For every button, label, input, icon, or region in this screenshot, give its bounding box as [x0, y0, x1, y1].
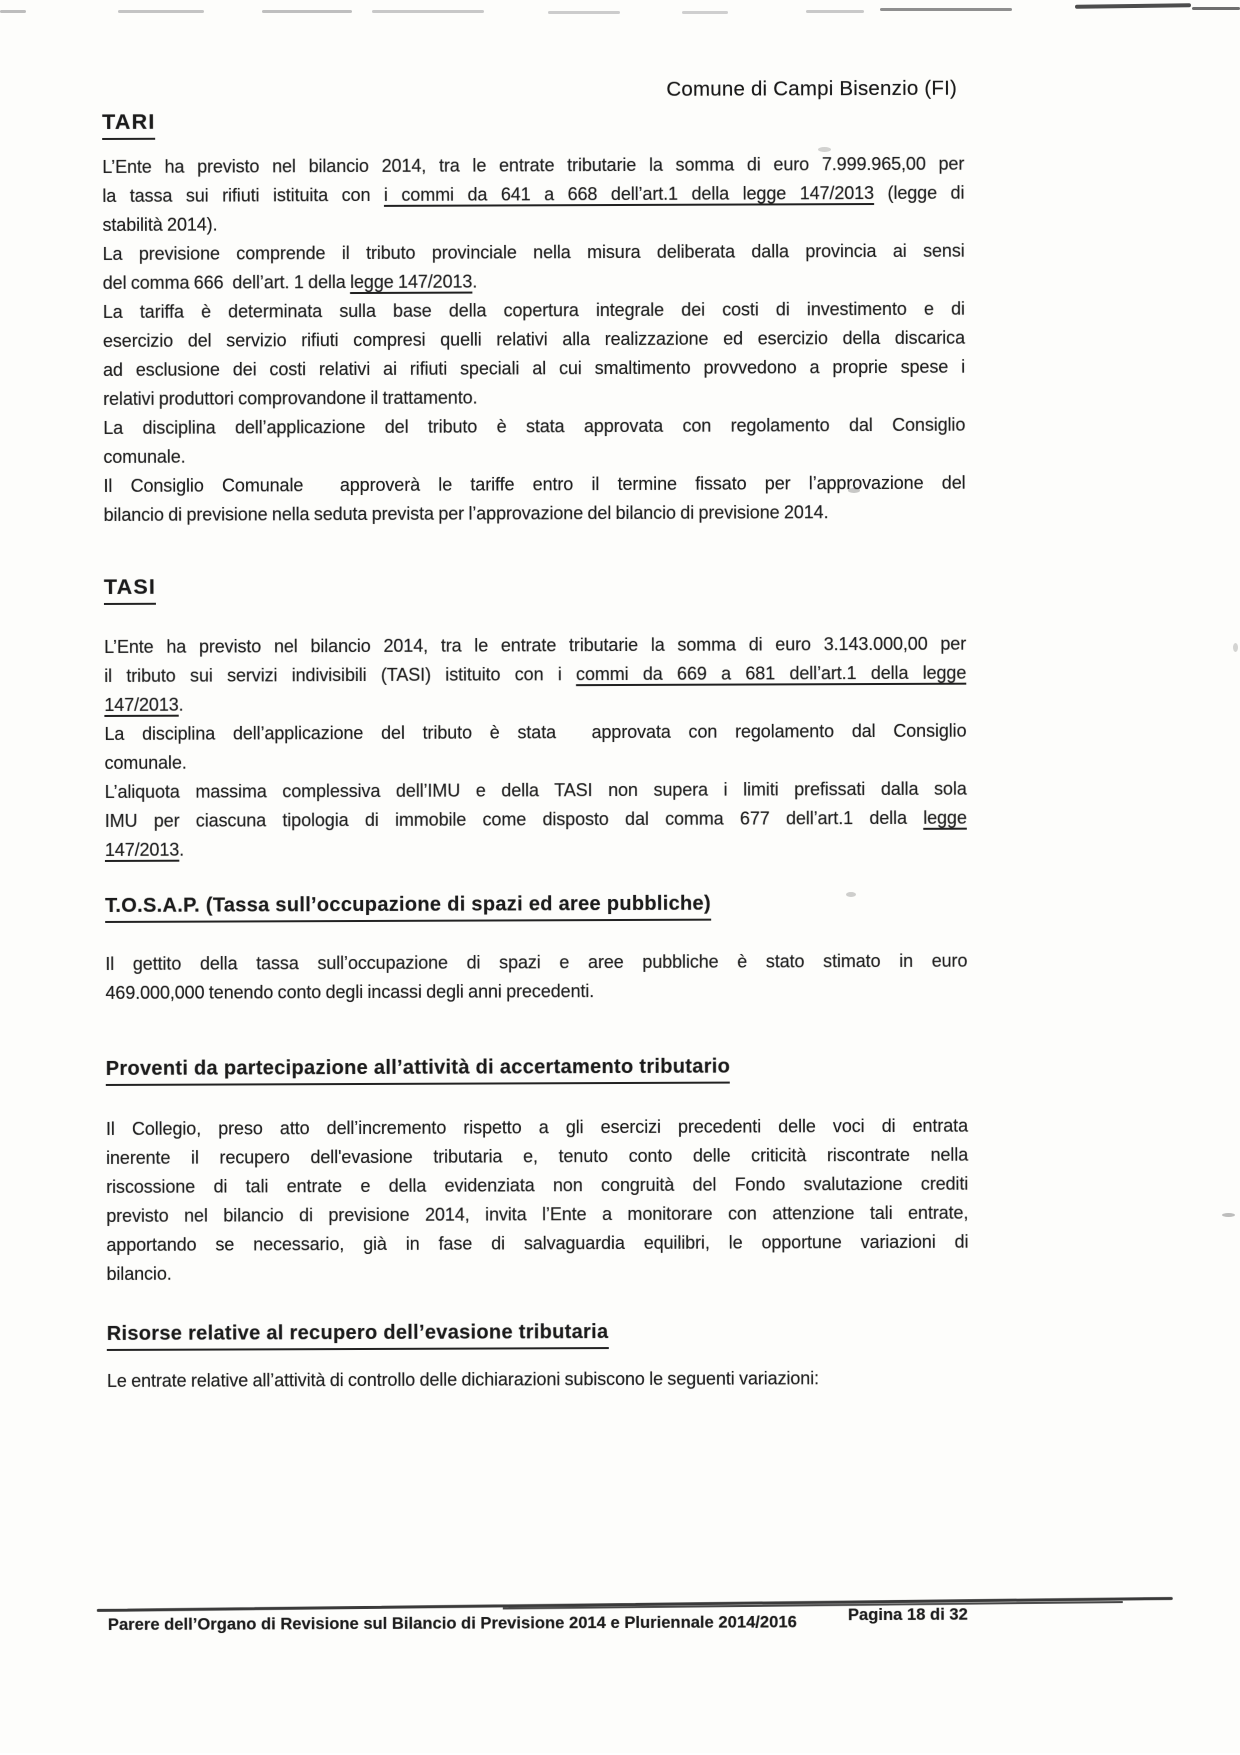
text-line [103, 353, 965, 385]
text-line [107, 1364, 969, 1396]
paragraph [105, 947, 967, 1008]
section-heading: T.O.S.A.P. (Tassa sull’occupazione di spazi ed aree pubbliche) [105, 893, 711, 923]
paragraph [107, 1364, 969, 1396]
text-line [105, 976, 967, 1008]
text-run: L’Ente ha previsto nel bilancio 2014, tra le entrate tributarie la somma di euro 7.999.965,00 per [102, 153, 965, 177]
section-tari [102, 107, 966, 530]
section-heading: TARI [102, 110, 155, 140]
section-body [106, 1112, 969, 1289]
text-line [106, 1141, 968, 1173]
footer-rule [97, 1597, 1173, 1612]
text-run: La previsione comprende il tributo provinciale nella misura deliberata dalla provincia ai sensi [102, 240, 965, 264]
text-line [106, 1112, 968, 1144]
text-run: stabilità 2014). [102, 214, 218, 235]
text-line [104, 659, 966, 691]
text-line [106, 1228, 968, 1260]
section-body [105, 947, 967, 1008]
text-line [103, 411, 965, 443]
law-reference: legge [923, 807, 967, 828]
text-run: (legge di [873, 182, 965, 204]
text-run: La tariffa è determinata sulla base della copertura integrale dei costi di investimento e di [102, 298, 965, 322]
footer-title: Parere dell’Organo di Revisione sul Bilancio di Previsione 2014 e Pluriennale 2014/2016 [107, 1612, 797, 1634]
text-line [104, 717, 966, 749]
paragraph [103, 469, 965, 530]
paragraph [102, 150, 964, 240]
text-run: ad esclusione dei costi relativi ai rifiuti speciali al cui smaltimento provvedono a proprie spese i [103, 356, 966, 380]
text-run: Il Collegio, preso atto dell’incremento rispetto a gli esercizi precedenti delle voci di entrata [105, 1115, 968, 1139]
text-line [104, 630, 966, 662]
text-run: bilancio di previsione nella seduta prevista per l’approvazione del bilancio di previsione 2014. [103, 502, 829, 525]
paragraph [104, 630, 966, 720]
text-line [102, 150, 964, 182]
text-run: L’aliquota massima complessiva dell’IMU e della TASI non supera i limiti prefissati dalla sola [104, 778, 967, 802]
law-reference: commi da 669 a 681 dell’art.1 della legge [575, 662, 967, 685]
text-line [103, 440, 965, 472]
text-run: 469.000,000 tenendo conto degli incassi degli anni precedenti. [105, 981, 595, 1003]
text-line [105, 947, 967, 979]
section-body [102, 150, 965, 530]
paragraph [105, 775, 967, 865]
text-line [104, 498, 966, 530]
text-run: previsto nel bilancio di previsione 2014, invita l’Ente a monitorare con attenzione tali entrate, [106, 1202, 969, 1226]
text-line [103, 324, 965, 356]
text-run: La disciplina dell’applicazione del tributo è stata approvata con regolamento dal Consiglio [103, 414, 966, 438]
section-heading: Risorse relative al recupero dell’evasione tributaria [107, 1321, 609, 1351]
text-run: comunale. [104, 752, 187, 773]
section-heading: TASI [104, 575, 156, 605]
text-run: Il gettito della tassa sull’occupazione di spazi e aree pubbliche è stato stimato in euro [105, 950, 968, 974]
text-line [106, 1199, 968, 1231]
text-run: . [472, 271, 478, 292]
text-run: la tassa sui rifiuti istituita con [102, 184, 384, 206]
paragraph [103, 295, 965, 414]
law-reference: 147/2013 [104, 839, 180, 860]
text-run: inerente il recupero dell'evasione tributaria e, tenuto conto delle criticità riscontrate nella [106, 1144, 969, 1168]
text-line [103, 266, 965, 298]
section-proventi [106, 1055, 969, 1289]
law-reference: legge 147/2013 [350, 271, 473, 293]
text-run: del comma 666 dell’art. 1 della [102, 272, 351, 293]
text-run: . [179, 839, 185, 860]
section-tosap [105, 892, 967, 1008]
text-line [105, 746, 967, 778]
text-run: riscossione di tali entrate e della evidenziata non congruità del Fondo svalutazione crediti [106, 1173, 969, 1197]
text-run: bilancio. [106, 1263, 172, 1284]
law-reference: 147/2013 [104, 694, 179, 715]
text-run: Le entrate relative all’attività di controllo delle dichiarazioni subiscono le seguenti variazioni: [106, 1368, 819, 1391]
text-run: comunale. [103, 446, 186, 467]
text-run: Il Consiglio Comunale approverà le tariffe entro il termine fissato per l’approvazione del [103, 472, 966, 496]
text-run: apportando se necessario, già in fase di salvaguardia equilibri, le opportune variazioni di [106, 1231, 969, 1255]
section-body [104, 630, 967, 865]
text-line [105, 833, 967, 865]
text-line [106, 1257, 968, 1289]
paragraph [106, 1112, 969, 1289]
paragraph [103, 411, 965, 472]
text-line [105, 775, 967, 807]
text-line [104, 688, 966, 720]
text-line [103, 237, 965, 269]
law-reference: i commi da 641 a 668 dell’art.1 della legge 147/2013 [383, 183, 875, 205]
paragraph [104, 717, 966, 778]
section-risorse [107, 1320, 969, 1396]
section-heading: Proventi da partecipazione all’attività di accertamento tributario [106, 1056, 731, 1086]
footer-page-number: Pagina 18 di 32 [847, 1604, 968, 1625]
text-line [102, 179, 964, 211]
text-run: La disciplina dell’applicazione del tributo è stata approvata con regolamento dal Consiglio [104, 720, 967, 744]
paragraph [103, 237, 965, 298]
page-header: Comune di Campi Bisenzio (FI) [666, 76, 958, 101]
section-tasi [104, 572, 967, 865]
text-line [103, 295, 965, 327]
text-run: esercizio del servizio rifiuti compresi quelli relativi alla realizzazione ed esercizio della discarica [102, 327, 965, 351]
text-line [106, 1170, 968, 1202]
section-body [107, 1364, 969, 1396]
text-line [103, 469, 965, 501]
text-run: . [178, 694, 184, 715]
text-run: il tributo sui servizi indivisibili (TASI) istituito con i [104, 664, 577, 686]
text-run: L’Ente ha previsto nel bilancio 2014, tra le entrate tributarie la somma di euro 3.143.000,00 per [104, 633, 967, 657]
text-run: IMU per ciascuna tipologia di immobile come disposto dal comma 677 dell’art.1 della [104, 807, 924, 831]
text-run: relativi produttori comprovandone il trattamento. [103, 387, 478, 409]
text-line [102, 208, 964, 240]
text-line [103, 382, 965, 414]
text-line [105, 804, 967, 836]
